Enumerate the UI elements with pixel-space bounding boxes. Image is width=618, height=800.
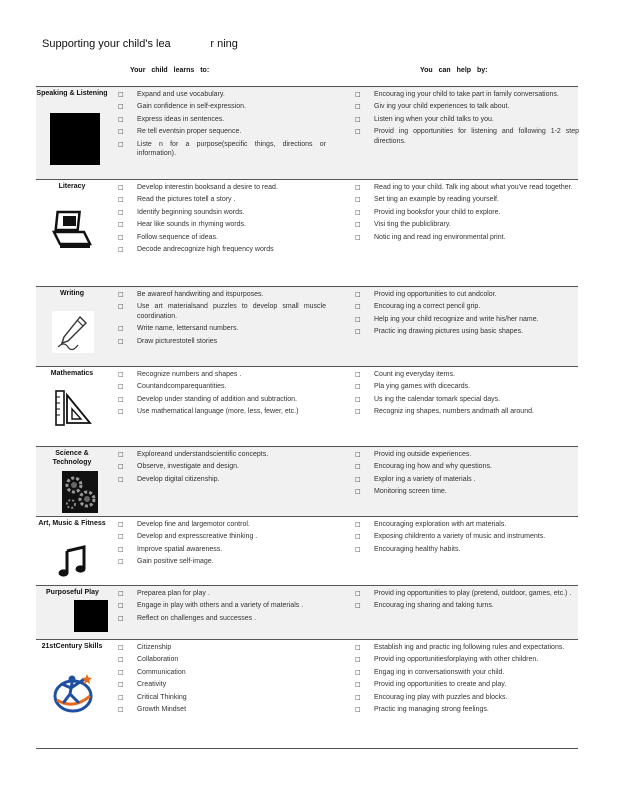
list-item: □ Provid ing outside experiences. <box>355 450 579 459</box>
list-item: □ Exploreand understandscientific concepts. <box>118 450 326 459</box>
list-item: □ Be awareof handwriting and itspurposes. <box>118 290 326 299</box>
list-item: □ Reflect on challenges and successes . <box>118 614 326 623</box>
row-label: Literacy <box>58 183 86 190</box>
list-item: □ Encourag ing play with puzzles and blocks. <box>355 693 579 702</box>
list-item: □ Develop digital citizenship. <box>118 475 326 484</box>
list-item: □ Set ting an example by reading yourself. <box>355 195 579 204</box>
pen-icon <box>50 309 96 355</box>
help-list <box>355 183 579 245</box>
row-label: Science & Technology <box>52 450 92 466</box>
column-header-help: You can help by: <box>420 67 488 74</box>
row-science-technology <box>36 446 578 516</box>
child-list <box>118 450 326 487</box>
list-item: □ Read the pictures totell a story . <box>118 195 326 204</box>
help-list <box>355 589 579 614</box>
list-item: □ Citizenship <box>118 643 326 652</box>
help-list <box>355 520 579 557</box>
list-item: □ Follow sequence of ideas. <box>118 233 326 242</box>
row-label: Art, Music & Fitness <box>38 520 106 527</box>
row-art-music-fitness <box>36 516 578 585</box>
black-square-icon <box>50 113 100 165</box>
list-item: □ Develop fine and largemotor control. <box>118 520 326 529</box>
child-list <box>118 520 326 570</box>
list-item: □ Practic ing managing strong feelings. <box>355 705 579 714</box>
help-list <box>355 90 579 149</box>
list-item: □ Visi ting the publiclibrary. <box>355 220 579 229</box>
row-label: Mathematics <box>50 370 94 377</box>
child-list <box>118 370 326 420</box>
list-item: □ Recogniz ing shapes, numbers andmath all around. <box>355 407 579 416</box>
list-item: □ Recognize numbers and shapes . <box>118 370 326 379</box>
list-item: □ Encouraging exploration with art materials. <box>355 520 579 529</box>
list-item: □ Count ing everyday items. <box>355 370 579 379</box>
list-item: □ Improve spatial awareness. <box>118 545 326 554</box>
list-item: □ Provid ing opportunities to cut andcolor. <box>355 290 579 299</box>
list-item: □ Engage in play with others and a variety of materials . <box>118 601 326 610</box>
list-item: □ Read ing to your child. Talk ing about what you've read together. <box>355 183 579 192</box>
list-item: □ Giv ing your child experiences to talk about. <box>355 102 579 111</box>
list-item: □ Use art materialsand puzzles to develop small muscle coordination. <box>118 302 326 321</box>
child-list <box>118 183 326 257</box>
list-item: □ Develop under standing of addition and subtraction. <box>118 395 326 404</box>
list-item: □ Provid ing opportunitiesforplaying with other children. <box>355 655 579 664</box>
list-item: □ Collaboration <box>118 655 326 664</box>
help-list <box>355 643 579 717</box>
list-item: □ Hear like sounds in rhyming words. <box>118 220 326 229</box>
list-item: □ Practic ing drawing pictures using basic shapes. <box>355 327 579 336</box>
list-item: □ Creativity <box>118 680 326 689</box>
child-list <box>118 90 326 161</box>
list-item: □ Listen ing when your child talks to you. <box>355 115 579 124</box>
list-item: □ Encourag ing how and why questions. <box>355 462 579 471</box>
child-list <box>118 290 326 349</box>
list-item: □ Pla ying games with dicecards. <box>355 382 579 391</box>
row-mathematics <box>36 366 578 446</box>
child-list <box>118 589 326 626</box>
list-item: □ Provid ing opportunities to create and play. <box>355 680 579 689</box>
ruler-triangle-icon <box>50 385 96 431</box>
list-item: □ Monitoring screen time. <box>355 487 579 496</box>
row-label: Speaking & Listening <box>36 90 108 97</box>
child-list <box>118 643 326 717</box>
list-item: □ Critical Thinking <box>118 693 326 702</box>
help-list <box>355 290 579 340</box>
row-label: Purposeful Play <box>46 589 99 596</box>
list-item: □ Communication <box>118 668 326 677</box>
gears-icon <box>62 471 98 513</box>
list-item: □ Gain confidence in self-expression. <box>118 102 326 111</box>
black-square-icon <box>74 600 108 632</box>
list-item: □ Encourag ing a correct pencil grip. <box>355 302 579 311</box>
list-item: □ Gain positive self-image. <box>118 557 326 566</box>
list-item: □ Countandcomparequantities. <box>118 382 326 391</box>
row-label: 21stCentury Skills <box>41 643 103 650</box>
list-item: □ Preparea plan for play . <box>118 589 326 598</box>
row-label: Writing <box>60 290 84 297</box>
list-item: □ Liste n for a purpose(specific things, directions or information). <box>118 140 326 159</box>
row-purposeful-play <box>36 585 578 639</box>
support-table <box>36 86 578 749</box>
page-title: Supporting your child's lea r ning <box>42 38 238 50</box>
list-item: □ Establish ing and practic ing following rules and expectations. <box>355 643 579 652</box>
column-header-child: Your child learns to: <box>130 67 210 74</box>
list-item: □ Encourag ing sharing and taking turns. <box>355 601 579 610</box>
list-item: □ Observe, investigate and design. <box>118 462 326 471</box>
list-item: □ Provid ing opportunities for listening and following 1-2 step directions. <box>355 127 579 146</box>
list-item: □ Expand and use vocabulary. <box>118 90 326 99</box>
row-21st-century-skills <box>36 639 578 749</box>
list-item: □ Provid ing opportunities to play (pretend, outdoor, games, etc.) . <box>355 589 579 598</box>
list-item: □ Use mathematical language (more, less, fewer, etc.) <box>118 407 326 416</box>
list-item: □ Us ing the calendar tomark special days. <box>355 395 579 404</box>
list-item: □ Explor ing a variety of materials . <box>355 475 579 484</box>
list-item: □ Express ideas in sentences. <box>118 115 326 124</box>
person-globe-icon <box>50 670 96 716</box>
list-item: □ Encourag ing your child to take part in family conversations. <box>355 90 579 99</box>
row-literacy <box>36 179 578 286</box>
list-item: □ Growth Mindset <box>118 705 326 714</box>
row-speaking-listening <box>36 86 578 179</box>
list-item: □ Draw picturestotell stories <box>118 337 326 346</box>
list-item: □ Develop and expresscreative thinking . <box>118 532 326 541</box>
row-writing <box>36 286 578 366</box>
list-item: □ Engag ing in conversationswith your child. <box>355 668 579 677</box>
music-note-icon <box>58 545 88 579</box>
list-item: □ Provid ing booksfor your child to explore. <box>355 208 579 217</box>
list-item: □ Re tell eventsin proper sequence. <box>118 127 326 136</box>
help-list <box>355 450 579 500</box>
list-item: □ Decode andrecognize high frequency words <box>118 245 326 254</box>
list-item: □ Exposing childrento a variety of music and instruments. <box>355 532 579 541</box>
list-item: □ Encouraging healthy habits. <box>355 545 579 554</box>
list-item: □ Notic ing and read ing environmental print. <box>355 233 579 242</box>
help-list <box>355 370 579 420</box>
list-item: □ Develop interestin booksand a desire to read. <box>118 183 326 192</box>
laptop-icon <box>50 208 96 254</box>
list-item: □ Identify beginning soundsin words. <box>118 208 326 217</box>
list-item: □ Help ing your child recognize and write his/her name. <box>355 315 579 324</box>
list-item: □ Write name, lettersand numbers. <box>118 324 326 333</box>
